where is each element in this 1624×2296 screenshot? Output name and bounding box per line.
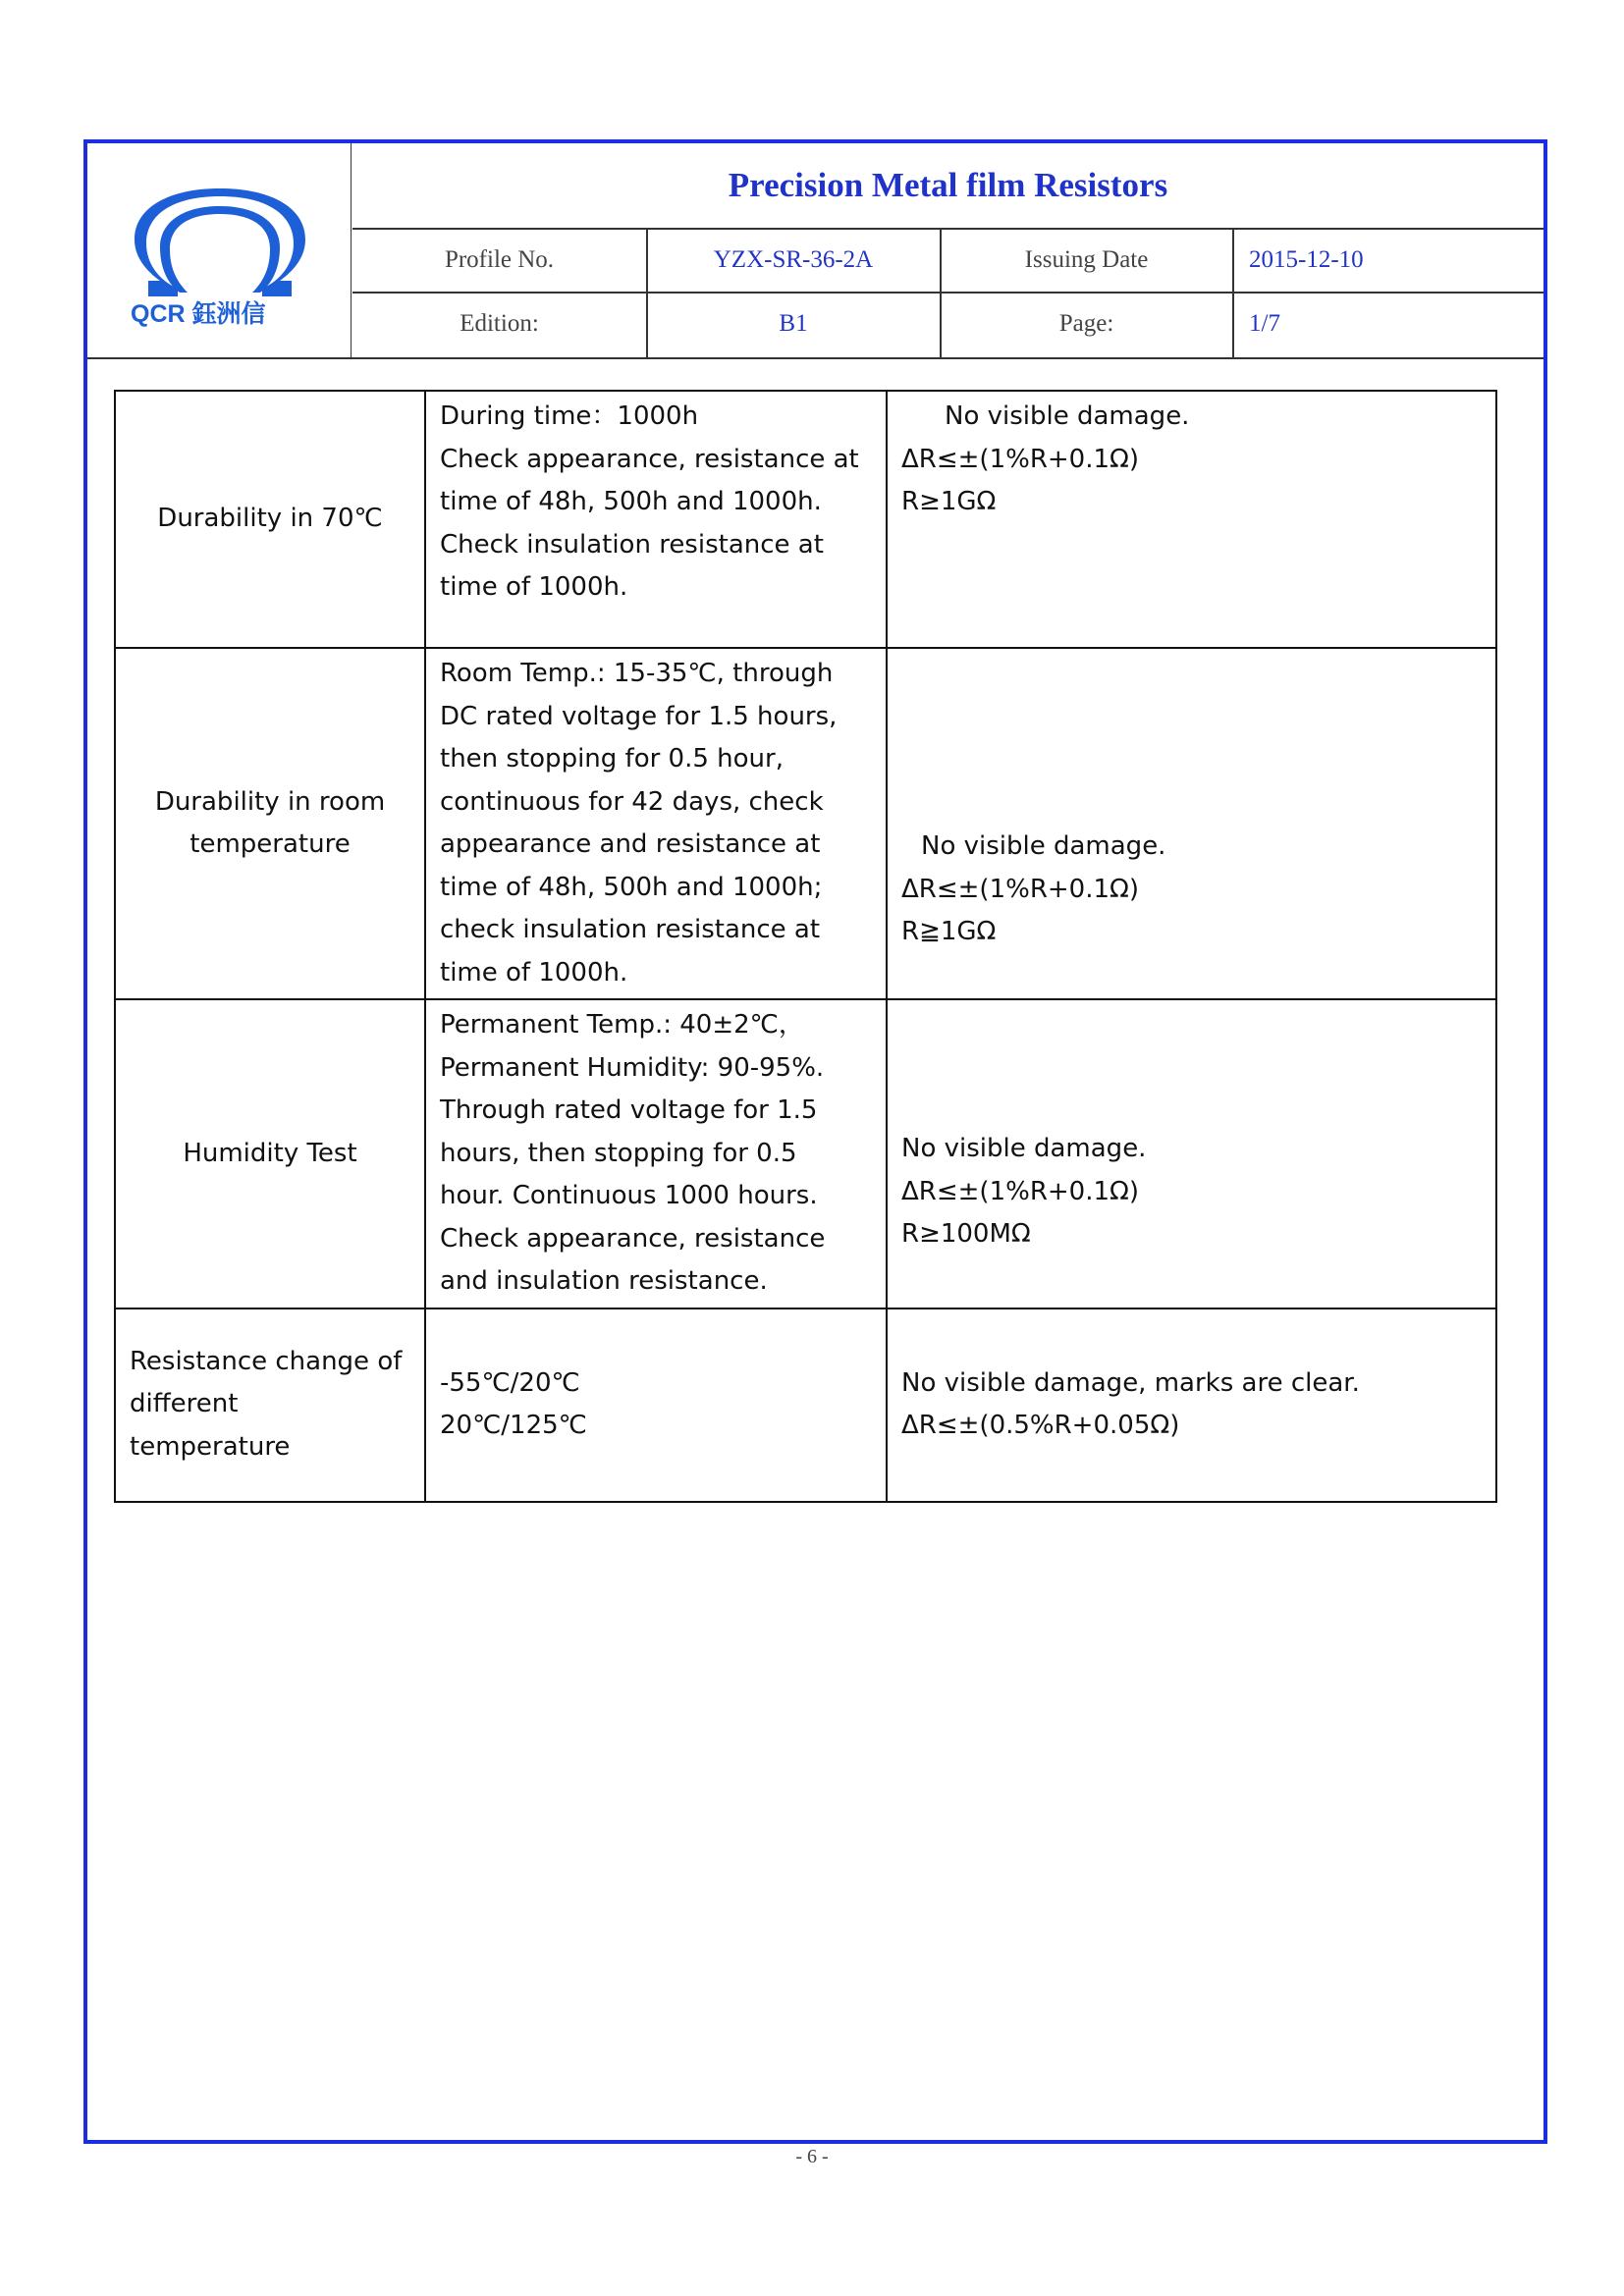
condition-line: hours, then stopping for 0.5 (440, 1138, 797, 1168)
condition-line: Check appearance, resistance at (440, 444, 859, 474)
omega-logo-icon (127, 185, 313, 332)
test-item-cell (115, 648, 425, 999)
condition-line: Room Temp.: 15-35℃, through (440, 659, 834, 688)
test-condition-cell (425, 1308, 887, 1502)
condition-line: Check insulation resistance at (440, 529, 824, 560)
condition-line: During time：1000h (440, 401, 699, 431)
condition-line: hour. Continuous 1000 hours. (440, 1181, 818, 1210)
requirement-line: No visible damage, marks are clear. (901, 1367, 1360, 1398)
page-label: Page: (1058, 310, 1114, 337)
condition-line: check insulation resistance at (440, 915, 821, 944)
requirement-cell (887, 648, 1496, 999)
edition-value: B1 (779, 310, 808, 337)
requirement-line: ΔR≤±(1%R+0.1Ω) (901, 1176, 1140, 1206)
condition-line: time of 1000h. (440, 572, 628, 602)
profile-label: Profile No. (444, 246, 555, 273)
test-specification-table (114, 390, 1497, 1503)
requirement-line: R≧1GΩ (901, 917, 997, 946)
table-row (115, 1308, 1496, 1502)
page-value: 1/7 (1249, 310, 1280, 337)
table-row (115, 999, 1496, 1308)
condition-line: time of 48h, 500h and 1000h. (440, 487, 822, 516)
test-item-text: temperature (189, 829, 351, 859)
condition-line: Check appearance, resistance (440, 1223, 826, 1254)
condition-line: appearance and resistance at (440, 829, 821, 859)
requirement-cell (887, 391, 1496, 648)
page-number: - 6 - (795, 2146, 829, 2167)
condition-line: then stopping for 0.5 hour, (440, 744, 784, 774)
test-item-text: different (130, 1389, 239, 1419)
test-item-cell (115, 1308, 425, 1502)
test-item-text: Resistance change of (130, 1346, 403, 1376)
document-header (87, 143, 1543, 359)
condition-line: Permanent Humidity: 90-95%. (440, 1052, 825, 1083)
edition-label: Edition: (460, 310, 539, 337)
condition-line: Permanent Temp.: 40±2℃， (440, 1010, 804, 1040)
condition-line: continuous for 42 days, check (440, 786, 824, 817)
table-row (115, 648, 1496, 999)
test-condition-cell (425, 648, 887, 999)
condition-line: Through rated voltage for 1.5 (440, 1095, 818, 1125)
test-item-text: Durability in room (154, 786, 386, 817)
test-condition-cell (425, 999, 887, 1308)
test-item-cell (115, 999, 425, 1308)
condition-line: -55℃/20℃ (440, 1367, 580, 1398)
logo-cell (87, 143, 352, 359)
test-item-text: Humidity Test (183, 1138, 357, 1168)
test-item-text: temperature (130, 1431, 291, 1462)
issuing-date-label: Issuing Date (1024, 246, 1149, 273)
condition-line: DC rated voltage for 1.5 hours, (440, 701, 838, 731)
condition-line: time of 1000h. (440, 957, 628, 988)
requirement-line: No visible damage. (901, 1134, 1147, 1163)
requirement-line: R≥100MΩ (901, 1219, 1031, 1249)
requirement-line: ΔR≤±(0.5%R+0.05Ω) (901, 1411, 1180, 1440)
test-item-cell (115, 391, 425, 648)
table-row (115, 391, 1496, 648)
condition-line: time of 48h, 500h and 1000h; (440, 872, 823, 902)
condition-line: and insulation resistance. (440, 1266, 768, 1296)
requirement-cell (887, 1308, 1496, 1502)
requirement-line: ΔR≤±(1%R+0.1Ω) (901, 874, 1140, 904)
test-condition-cell (425, 391, 887, 648)
profile-value: YZX-SR-36-2A (713, 246, 874, 273)
header-divider (87, 357, 1543, 359)
logo-text: QCR 鈺洲信 (131, 300, 266, 328)
requirement-line: No visible damage. (945, 401, 1190, 431)
requirement-line: No visible damage. (921, 831, 1166, 861)
requirement-cell (887, 999, 1496, 1308)
condition-line: 20℃/125℃ (440, 1411, 587, 1440)
requirement-line: R≥1GΩ (901, 487, 997, 516)
requirement-line: ΔR≤±(1%R+0.1Ω) (901, 444, 1140, 474)
issuing-date-value: 2015-12-10 (1249, 246, 1364, 273)
test-item-text: Durability in 70℃ (157, 504, 383, 534)
document-title: Precision Metal film Resistors (728, 166, 1168, 204)
